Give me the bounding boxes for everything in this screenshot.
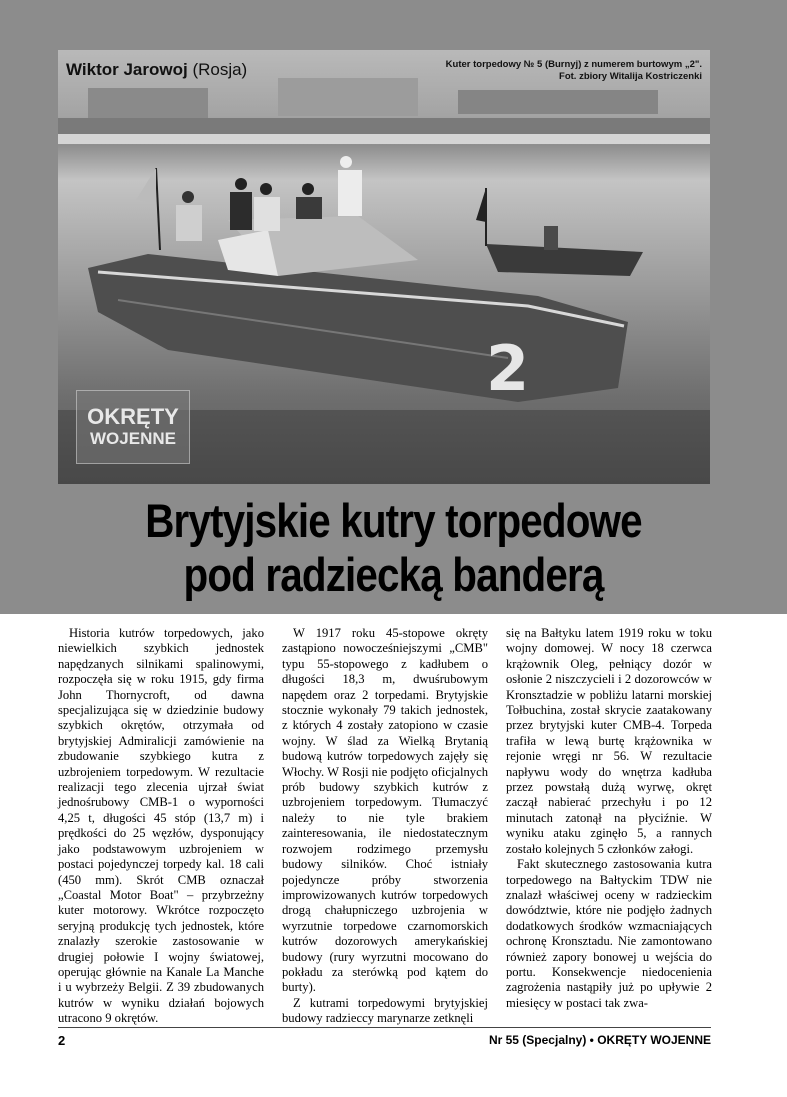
- magazine-watermark-logo: [76, 390, 190, 464]
- paragraph: się na Bałtyku latem 1919 roku w toku wojny domowej. W nocy 18 czerwca krążownik Oleg, pełniący dozór w osłonie 2 niszczycieli i 2 dozorowców w Kronsztadzie w pobliżu latarni morskiej Tołbuchina, został skrycie zaatakowany przez brytyjski kuter CMB-4. Torpeda trafiła w lewą burtę krążownika w rejonie wręgi nr 56. W rezultacie napływu wody do wnętrza kadłuba przez powstałą dużą wyrwę, okręt zaczął nabierać przechyłu i po 12 minutach zatonął na płyciźnie. W wyniku ataku zginęło 5, a rannych zostało kolejnych 5 członków załogi.: [506, 626, 712, 856]
- author-byline: [66, 60, 247, 80]
- article-photo: [58, 50, 710, 484]
- paragraph: Z kutrami torpedowymi brytyjskiej budowy radzieccy marynarze zetknęli: [282, 995, 488, 1026]
- paragraph: Historia kutrów torpedowych, jako niewielkich szybkich jednostek napędzanych silnikami spalinowymi, rozpoczęła się w roku 1915, gdy firma John Thornycroft, od dawna specjalizująca się w dziedzinie budowy szybkich okrętów, otrzymała od brytyjskiej Admiralicji zamówienie na zbudowanie szybkiego kutra z uzbrojeniem torpedowym. W rezultacie realizacji tego zlecenia ujrzał świat jednośrubowy CMB-1 o wyporności 4,25 t, długości 45 stóp (13,7 m) i prędkości do 25 węzłów, dysponujący jako podstawowym uzbrojeniem w postaci pojedynczej torpedy kal. 18 cali (450 mm). Skrót CMB oznaczał „Coastal Motor Boat" – przybrzeżny kuter motorowy. Wkrótce rozpoczęto seryjną produkcję tych jednostek, które znalazły szerokie zastosowanie w drugiej połowie I wojny światowej, operując głównie na Kanale La Manche i u wybrzeży Belgii. Z 39 zbudowanych kutrów w wyniku działań bojowych utracono 9 okrętów.: [58, 626, 264, 1026]
- watermark-line2: WOJENNE: [90, 429, 176, 448]
- watermark-line1: OKRĘTY: [87, 404, 179, 429]
- paragraph: W 1917 roku 45-stopowe okręty zastąpiono nowocześniejszymi „CMB" typu 55-stopowego z kadłubem o długości 18,3 m, dwuśrubowym napędem oraz 2 torpedami. Brytyjskie stocznie wykonały 79 takich jednostek, z których 4 zostały zatopiono w czasie wojny. W ślad za Wielką Brytanią budową kutrów torpedowych zajęły się Włochy. W Rosji nie podjęto oficjalnych prób budowy szybkich kutrów z uzbrojeniem torpedowym. Tłumaczyć należy to nie tyle brakiem zainteresowania, ile niedostatecznym rozwojem rodzimego przemysłu budowy silników. Choć istniały pojedyncze próby stworzenia improwizowanych kutrów torpedowych drogą chałupniczego uzbrojenia w wyrzutnie torpedowe czarnomorskich kutrów dozorowych amerykańskiej budowy (rury wyrzutni mocowano do pokładu za sterówką pod kątem do burty).: [282, 626, 488, 995]
- article-title-line2: pod radziecką banderą: [183, 548, 604, 601]
- photo-caption: [372, 59, 702, 83]
- photo-caption-credit: Fot. zbiory Witalija Kostriczenki: [559, 71, 702, 82]
- footer-rule: [58, 1027, 711, 1028]
- author-country: (Rosja): [192, 60, 248, 79]
- page-number: 2: [58, 1033, 66, 1048]
- photo-caption-line1: Kuter torpedowy № 5 (Burnyj) z numerem burtowym „2".: [445, 59, 702, 70]
- text-column-3: [506, 626, 712, 1011]
- article-title: [55, 494, 732, 602]
- article-title-line1: Brytyjskie kutry torpedowe: [145, 494, 642, 547]
- paragraph: Fakt skutecznego zastosowania kutra torpedowego na Bałtyckim TDW nie znalazł właściwej oceny w radzieckim dowództwie, które nie podjęło żadnych dodatkowych środków wzmacniających ochronę Kronsztadu. Nie zamontowano również zapory bonowej u wejścia do portu. Konsekwencje niedocenienia zagrożenia nastąpiły już po upływie 2 miesięcy w postaci tak zwa-: [506, 857, 712, 1010]
- author-name: Wiktor Jarowoj: [66, 60, 188, 79]
- boat-number: 2: [486, 332, 530, 405]
- issue-label: Nr 55 (Specjalny) • OKRĘTY WOJENNE: [488, 1033, 711, 1047]
- text-column-2: [282, 626, 488, 1027]
- article-body: [58, 626, 712, 1026]
- text-column-1: [58, 626, 264, 1027]
